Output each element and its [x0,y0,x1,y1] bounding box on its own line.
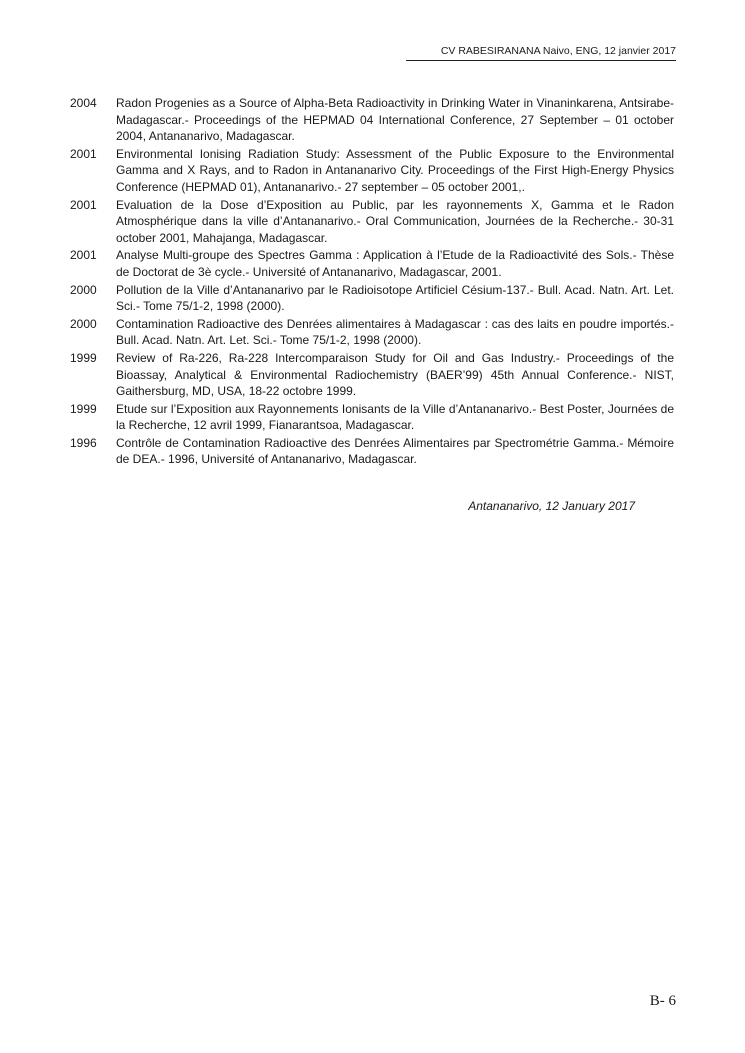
publication-year: 2001 [70,146,97,161]
publication-entry [70,435,674,468]
publication-text: Analyse Multi-groupe des Spectres Gamma : Application à l’Etude de la Radioactivité des Sols.- Thèse de Doctorat de 3è cycle.- Université of Antananarivo, Madagascar, 2001. [116,248,674,279]
publication-entry [70,146,674,196]
publication-entry [70,316,674,349]
publication-entry [70,95,674,145]
publication-text: Review of Ra-226, Ra-228 Intercomparaison Study for Oil and Gas Industry.- Proceedings of the Bioassay, Analytical & Environmental Radiochemistry (BAER’99) 45th Annual Conference.- NIST, Gaithersburg, MD, USA, 18-22 octobre 1999. [116,350,674,399]
publication-entry [70,282,674,315]
publication-text: Etude sur l’Exposition aux Rayonnements Ionisants de la Ville d’Antananarivo.- Best Poster, Journées de la Recherche, 12 avril 1999, Fianarantsoa, Madagascar. [116,401,674,433]
header-rule [406,60,676,61]
publication-year: 1999 [70,350,97,365]
publication-year: 2001 [70,197,97,212]
signoff-place-date: Antananarivo, 12 January 2017 [468,499,635,513]
publication-year: 2001 [70,248,97,263]
page-number: B- 6 [649,993,676,1009]
publication-year: 2004 [70,96,97,110]
publication-text: Pollution de la Ville d’Antananarivo par le Radioisotope Artificiel Césium-137.- Bull. Acad. Natn. Art. Let. Sci.- Tome 75/1-2, 1998 (2000). [116,282,674,314]
publication-year: 2000 [70,282,97,297]
publication-entry [70,197,674,247]
publication-text: Environmental Ionising Radiation Study: Assessment of the Public Exposure to the Environmental Gamma and X Rays, and to Radon in Antananarivo City. Proceedings of the First High-Energy Physics Conference (HEPMAD 01), Antananarivo.- 27 september – 05 october 2001,. [116,146,674,194]
publication-text: Radon Progenies as a Source of Alpha-Beta Radioactivity in Drinking Water in Vinaninkarena, Antsirabe-Madagascar.- Proceedings of the HEPMAD 04 International Conference, 27 September – 01 october 2004, Antananarivo, Madagascar. [116,96,674,144]
publication-year: 1999 [70,401,97,416]
publication-text: Evaluation de la Dose d’Exposition au Public, par les rayonnements X, Gamma et le Radon Atmosphérique dans la ville d’Antananarivo.- Oral Communication, Journées de la Recherche.- 30-31 october 2001, Mahajanga, Madagascar. [116,197,674,245]
publication-list [70,95,674,469]
publication-entry [70,350,674,400]
publication-entry [70,247,674,280]
page-header: CV RABESIRANANA Naivo, ENG, 12 janvier 2017 [440,45,676,57]
publication-year: 1996 [70,435,97,450]
publication-year: 2000 [70,316,97,331]
publication-text: Contrôle de Contamination Radioactive des Denrées Alimentaires par Spectrométrie Gamma.- Mémoire de DEA.- 1996, Université of Antananarivo, Madagascar. [116,435,674,467]
publication-entry [70,401,674,434]
publication-text: Contamination Radioactive des Denrées alimentaires à Madagascar : cas des laits en poudre importés.- Bull. Acad. Natn. Art. Let. Sci.- Tome 75/1-2, 1998 (2000). [116,316,674,348]
